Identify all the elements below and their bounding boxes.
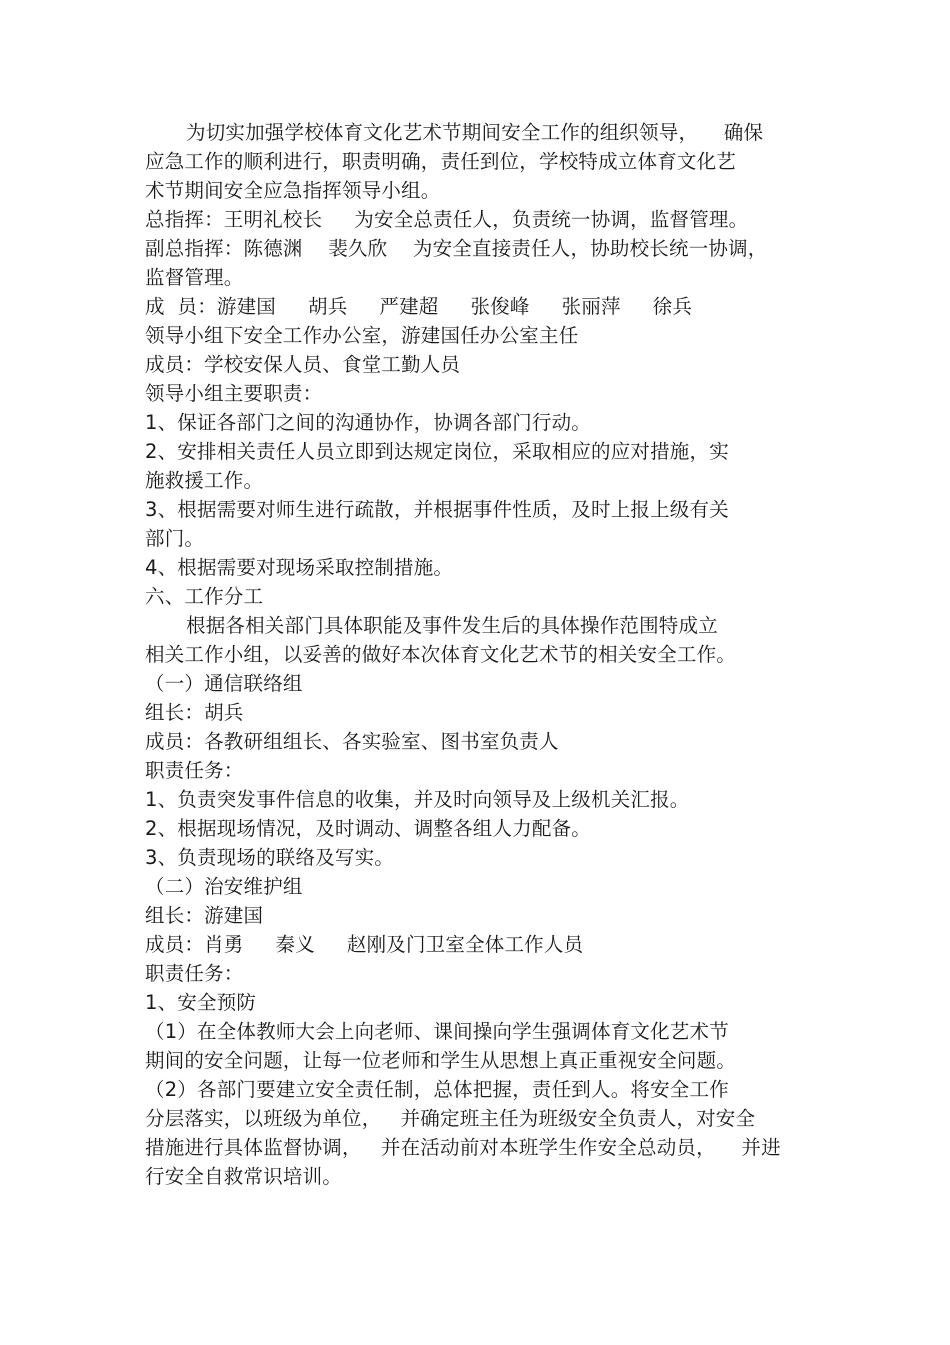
document-line: 职责任务： (145, 759, 244, 782)
document-line: 4、根据需要对现场采取控制措施。 (145, 556, 454, 579)
document-line: 期间的安全问题，让每一位老师和学生从思想上真正重视安全问题。 (145, 1049, 737, 1072)
document-line: （一）通信联络组 (145, 672, 303, 695)
document-line: 成员：学校安保人员、食堂工勤人员 (145, 353, 461, 376)
document-line: 行安全自救常识培训。 (145, 1165, 343, 1188)
document-line: 分层落实，以班级为单位， 并确定班主任为班级安全负责人，对安全 (145, 1107, 756, 1130)
document-line: 应急工作的顺利进行，职责明确，责任到位，学校特成立体育文化艺 (145, 150, 737, 173)
document-line: 1、安全预防 (145, 991, 257, 1014)
document-line: 1、负责突发事件信息的收集，并及时向领导及上级机关汇报。 (145, 788, 690, 811)
document-line: 为切实加强学校体育文化艺术节期间安全工作的组织领导， 确保 (186, 121, 764, 144)
document-line: 术节期间安全应急指挥领导小组。 (145, 179, 441, 202)
document-line: （二）治安维护组 (145, 875, 303, 898)
document-line: 根据各相关部门具体职能及事件发生后的具体操作范围特成立 (186, 614, 718, 637)
document-line: 组长：游建国 (145, 904, 264, 927)
document-line: （1）在全体教师大会上向老师、课间操向学生强调体育文化艺术节 (145, 1020, 729, 1043)
document-line: 副总指挥：陈德渊 裴久欣 为安全直接责任人，协助校长统一协调， (145, 237, 768, 260)
document-line: 成 员：游建国 胡兵 严建超 张俊峰 张丽萍 徐兵 (145, 295, 693, 318)
document-line: 组长：胡兵 (145, 701, 244, 724)
document-line: 监督管理。 (145, 266, 244, 289)
document-line: 六、工作分工 (145, 585, 264, 608)
document-line: 1、保证各部门之间的沟通协作，协调各部门行动。 (145, 411, 592, 434)
document-line: 部门。 (145, 527, 205, 550)
document-line: 施救援工作。 (145, 469, 264, 492)
document-line: 相关工作小组，以妥善的做好本次体育文化艺术节的相关安全工作。 (145, 643, 737, 666)
document-line: 措施进行具体监督协调， 并在活动前对本班学生作安全总动员， 并进 (145, 1136, 781, 1159)
document-line: 总指挥：王明礼校长 为安全总责任人，负责统一协调，监督管理。 (145, 208, 749, 231)
document-line: 职责任务： (145, 962, 244, 985)
document-line: 领导小组主要职责： (145, 382, 323, 405)
document-line: （2）各部门要建立安全责任制，总体把握，责任到人。将安全工作 (145, 1078, 729, 1101)
document-line: 3、根据需要对师生进行疏散，并根据事件性质，及时上报上级有关 (145, 498, 729, 521)
document-line: 2、安排相关责任人员立即到达规定岗位，采取相应的应对措施，实 (145, 440, 729, 463)
document-line: 成员：肖勇 秦义 赵刚及门卫室全体工作人员 (145, 933, 584, 956)
document-line: 领导小组下安全工作办公室，游建国任办公室主任 (145, 324, 579, 347)
document-line: 2、根据现场情况，及时调动、调整各组人力配备。 (145, 817, 592, 840)
document-line: 3、负责现场的联络及写实。 (145, 846, 395, 869)
document-body (145, 118, 825, 1191)
document-line: 成员：各教研组组长、各实验室、图书室负责人 (145, 730, 559, 753)
